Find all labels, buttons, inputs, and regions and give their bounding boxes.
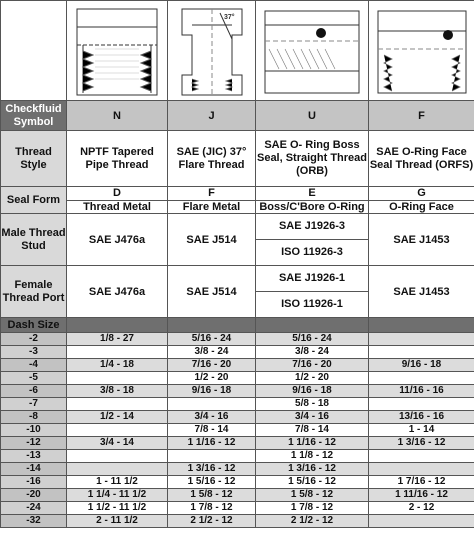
orb-thread-cell: 1 5/16 - 12 xyxy=(256,476,369,489)
npt-thread-cell xyxy=(67,450,168,463)
orfs-thread-cell: 9/16 - 18 xyxy=(369,359,474,372)
npt-thread-cell: 1 1/4 - 11 1/2 xyxy=(67,489,168,502)
jic-thread-cell: 1 5/8 - 12 xyxy=(168,489,256,502)
female-u-sae: SAE J1926-1 xyxy=(256,266,368,292)
seal-form-label: Seal Form xyxy=(1,187,67,214)
seal-form-f xyxy=(369,187,474,214)
dash-size-cell: -13 xyxy=(1,450,67,463)
table-row xyxy=(1,411,474,424)
orb-thread-cell: 3/4 - 16 xyxy=(256,411,369,424)
table-row xyxy=(1,398,474,411)
orfs-thread-cell: 1 - 14 xyxy=(369,424,474,437)
jic-thread-cell: 1 5/16 - 12 xyxy=(168,476,256,489)
male-n: SAE J476a xyxy=(67,214,168,266)
orb-fitting-drawing xyxy=(256,1,369,101)
male-f: SAE J1453 xyxy=(369,214,474,266)
dash-head-blank-f xyxy=(369,318,474,333)
dash-size-cell: -7 xyxy=(1,398,67,411)
table-row xyxy=(1,502,474,515)
dash-size-cell: -32 xyxy=(1,515,67,528)
orb-thread-cell: 2 1/2 - 12 xyxy=(256,515,369,528)
orfs-thread-cell: 13/16 - 16 xyxy=(369,411,474,424)
blank-corner xyxy=(1,1,67,101)
orfs-thread-cell: 1 7/16 - 12 xyxy=(369,476,474,489)
female-n: SAE J476a xyxy=(67,266,168,318)
jic-thread-cell: 5/16 - 24 xyxy=(168,333,256,346)
orfs-thread-cell xyxy=(369,515,474,528)
orb-thread-cell: 1 1/16 - 12 xyxy=(256,437,369,450)
svg-text:37°: 37° xyxy=(223,13,235,21)
table-row xyxy=(1,450,474,463)
female-label: Female Thread Port xyxy=(1,266,67,318)
seal-name-j: Flare Metal xyxy=(168,201,255,213)
jic-thread-cell: 3/4 - 16 xyxy=(168,411,256,424)
npt-thread-cell: 3/4 - 14 xyxy=(67,437,168,450)
dash-size-header-row xyxy=(1,318,474,333)
dash-size-cell: -3 xyxy=(1,346,67,359)
male-u-iso: ISO 11926-3 xyxy=(281,246,343,258)
seal-form-n xyxy=(67,187,168,214)
dash-head-blank-u xyxy=(256,318,369,333)
orb-thread-cell: 1 7/8 - 12 xyxy=(256,502,369,515)
dash-size-cell: -10 xyxy=(1,424,67,437)
npt-thread-cell: 1 - 11 1/2 xyxy=(67,476,168,489)
female-u xyxy=(256,266,369,318)
dash-size-cell: -6 xyxy=(1,385,67,398)
seal-name-u: Boss/C'Bore O-Ring xyxy=(256,201,368,213)
orb-thread-cell: 7/8 - 14 xyxy=(256,424,369,437)
dash-head-blank-j xyxy=(168,318,256,333)
orfs-thread-cell: 11/16 - 16 xyxy=(369,385,474,398)
dash-size-cell: -12 xyxy=(1,437,67,450)
symbol-u: U xyxy=(256,101,369,131)
dash-size-cell: -20 xyxy=(1,489,67,502)
npt-thread-cell: 1 1/2 - 11 1/2 xyxy=(67,502,168,515)
npt-thread-cell xyxy=(67,346,168,359)
seal-name-f: O-Ring Face xyxy=(369,201,474,213)
female-f: SAE J1453 xyxy=(369,266,474,318)
npt-thread-cell xyxy=(67,463,168,476)
female-j: SAE J514 xyxy=(168,266,256,318)
seal-code-u: E xyxy=(256,187,368,201)
orfs-thread-cell: 2 - 12 xyxy=(369,502,474,515)
female-row xyxy=(1,266,474,318)
symbol-label: Checkfluid Symbol xyxy=(1,101,67,131)
thread-style-u: SAE O- Ring Boss Seal, Straight Thread (ORB) xyxy=(256,131,369,187)
orb-thread-cell: 5/16 - 24 xyxy=(256,333,369,346)
dash-size-cell: -8 xyxy=(1,411,67,424)
male-row xyxy=(1,214,474,266)
table-row xyxy=(1,372,474,385)
jic-thread-cell: 1 7/8 - 12 xyxy=(168,502,256,515)
seal-form-u xyxy=(256,187,369,214)
dash-head-blank-n xyxy=(67,318,168,333)
npt-thread-cell xyxy=(67,424,168,437)
table-row xyxy=(1,489,474,502)
jic-thread-cell: 1/2 - 20 xyxy=(168,372,256,385)
male-j: SAE J514 xyxy=(168,214,256,266)
jic-fitting-drawing xyxy=(168,1,256,101)
orfs-thread-cell: 1 3/16 - 12 xyxy=(369,437,474,450)
drawings-row xyxy=(1,1,474,101)
table-row xyxy=(1,346,474,359)
npt-thread-cell xyxy=(67,398,168,411)
female-u-iso: ISO 11926-1 xyxy=(281,298,343,310)
seal-form-row xyxy=(1,187,474,214)
table-row xyxy=(1,424,474,437)
symbol-row xyxy=(1,101,474,131)
dash-size-cell: -2 xyxy=(1,333,67,346)
dash-size-cell: -5 xyxy=(1,372,67,385)
orb-thread-cell: 1 3/16 - 12 xyxy=(256,463,369,476)
jic-thread-cell: 7/8 - 14 xyxy=(168,424,256,437)
jic-thread-cell: 3/8 - 24 xyxy=(168,346,256,359)
seal-form-j xyxy=(168,187,256,214)
orfs-fitting-drawing xyxy=(369,1,474,101)
dash-size-cell: -24 xyxy=(1,502,67,515)
table-row xyxy=(1,515,474,528)
symbol-n: N xyxy=(67,101,168,131)
orb-thread-cell: 5/8 - 18 xyxy=(256,398,369,411)
seal-code-n: D xyxy=(67,187,167,201)
orb-thread-cell: 7/16 - 20 xyxy=(256,359,369,372)
thread-style-j: SAE (JIC) 37° Flare Thread xyxy=(168,131,256,187)
seal-name-n: Thread Metal xyxy=(67,201,167,213)
dash-size-label: Dash Size xyxy=(1,318,67,333)
jic-thread-cell: 9/16 - 18 xyxy=(168,385,256,398)
table-row xyxy=(1,385,474,398)
orfs-thread-cell xyxy=(369,372,474,385)
dash-size-cell: -16 xyxy=(1,476,67,489)
jic-thread-cell xyxy=(168,398,256,411)
table-row xyxy=(1,333,474,346)
orfs-thread-cell xyxy=(369,333,474,346)
thread-style-label: Thread Style xyxy=(1,131,67,187)
npt-thread-cell: 1/2 - 14 xyxy=(67,411,168,424)
dash-size-cell: -14 xyxy=(1,463,67,476)
npt-thread-cell: 1/8 - 27 xyxy=(67,333,168,346)
table-row xyxy=(1,463,474,476)
npt-thread-cell xyxy=(67,372,168,385)
jic-thread-cell: 1 3/16 - 12 xyxy=(168,463,256,476)
seal-code-f: G xyxy=(369,187,474,201)
thread-style-f: SAE O-Ring Face Seal Thread (ORFS) xyxy=(369,131,474,187)
thread-style-row xyxy=(1,131,474,187)
male-label: Male Thread Stud xyxy=(1,214,67,266)
jic-thread-cell: 1 1/16 - 12 xyxy=(168,437,256,450)
orfs-thread-cell xyxy=(369,463,474,476)
male-u-sae: SAE J1926-3 xyxy=(256,214,368,240)
symbol-f: F xyxy=(369,101,474,131)
jic-thread-cell: 2 1/2 - 12 xyxy=(168,515,256,528)
orfs-thread-cell: 1 11/16 - 12 xyxy=(369,489,474,502)
table-row xyxy=(1,359,474,372)
seal-code-j: F xyxy=(168,187,255,201)
orfs-thread-cell xyxy=(369,346,474,359)
jic-thread-cell xyxy=(168,450,256,463)
table-row xyxy=(1,476,474,489)
symbol-j: J xyxy=(168,101,256,131)
orfs-thread-cell xyxy=(369,450,474,463)
orb-thread-cell: 9/16 - 18 xyxy=(256,385,369,398)
npt-fitting-drawing xyxy=(67,1,168,101)
male-u xyxy=(256,214,369,266)
thread-style-n: NPTF Tapered Pipe Thread xyxy=(67,131,168,187)
npt-thread-cell: 3/8 - 18 xyxy=(67,385,168,398)
orfs-thread-cell xyxy=(369,398,474,411)
orb-thread-cell: 1 5/8 - 12 xyxy=(256,489,369,502)
orb-thread-cell: 3/8 - 24 xyxy=(256,346,369,359)
jic-thread-cell: 7/16 - 20 xyxy=(168,359,256,372)
npt-thread-cell: 2 - 11 1/2 xyxy=(67,515,168,528)
table-row xyxy=(1,437,474,450)
orb-thread-cell: 1 1/8 - 12 xyxy=(256,450,369,463)
dash-size-cell: -4 xyxy=(1,359,67,372)
orb-thread-cell: 1/2 - 20 xyxy=(256,372,369,385)
npt-thread-cell: 1/4 - 18 xyxy=(67,359,168,372)
